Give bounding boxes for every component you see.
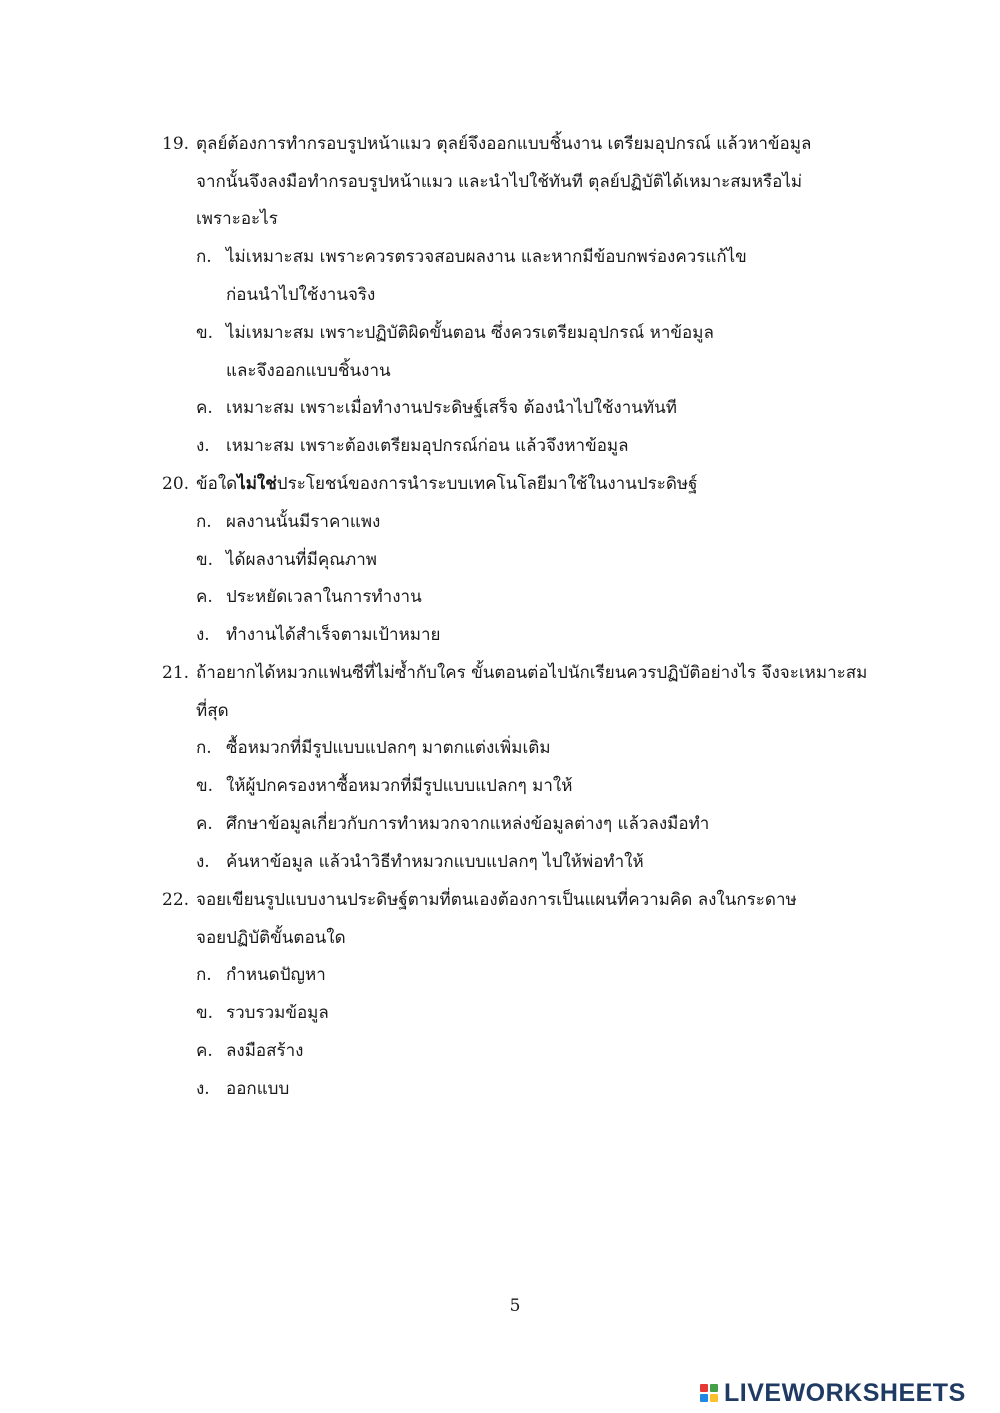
choice-text: ซื้อหมวกที่มีรูปแบบแปลกๆ มาตกแต่งเพิ่มเติม [226, 738, 551, 758]
question-22-choice-d[interactable] [196, 1077, 289, 1101]
choice-label: ง. [196, 625, 210, 645]
logo-square [710, 1384, 718, 1392]
question-21-text-line-2: ที่สุด [196, 701, 229, 721]
question-21-choice-c[interactable] [196, 812, 709, 836]
question-19-choice-b-continued: และจึงออกแบบชิ้นงาน [226, 361, 391, 381]
choice-label: ค. [196, 398, 213, 418]
choice-label: ง. [196, 436, 210, 456]
logo-square [710, 1394, 718, 1402]
choice-text: เหมาะสม เพราะต้องเตรียมอุปกรณ์ก่อน แล้วจึงหาข้อมูล [226, 436, 629, 456]
question-22-choice-c[interactable] [196, 1039, 304, 1063]
page-number: 5 [509, 1296, 521, 1316]
choice-label: ก. [196, 738, 212, 758]
choice-text: ออกแบบ [226, 1079, 290, 1099]
question-19-number: 19. [162, 134, 190, 154]
choice-label: ก. [196, 247, 212, 267]
question-19-text-line-3: เพราะอะไร [196, 209, 278, 229]
choice-text: ผลงานนั้นมีราคาแพง [226, 512, 381, 532]
question-21-choice-a[interactable] [196, 736, 551, 760]
choice-label: ข. [196, 1003, 214, 1023]
question-19-choice-a[interactable] [196, 245, 747, 269]
question-20-number: 20. [162, 474, 190, 494]
choice-text: ประหยัดเวลาในการทำงาน [226, 587, 422, 607]
choice-label: ง. [196, 852, 210, 872]
question-22-text-line-1: จอยเขียนรูปแบบงานประดิษฐ์ตามที่ตนเองต้องการเป็นแผนที่ความคิด ลงในกระดาษ [196, 890, 797, 910]
choice-text: ไม่เหมาะสม เพราะควรตรวจสอบผลงาน และหากมีข้อบกพร่องควรแก้ไข [226, 247, 747, 267]
question-20-choice-c[interactable] [196, 585, 422, 609]
choice-label: ข. [196, 323, 214, 343]
choice-text: รวบรวมข้อมูล [226, 1003, 329, 1023]
liveworksheets-logo [700, 1380, 966, 1406]
question-20-text-emphasis: ไม่ใช่ [237, 474, 277, 494]
question-20-choice-b[interactable] [196, 548, 377, 572]
choice-text: ให้ผู้ปกครองหาซื้อหมวกที่มีรูปแบบแปลกๆ มาให้ [226, 776, 573, 796]
question-19-choice-a-continued: ก่อนนำไปใช้งานจริง [226, 285, 376, 305]
question-22-choice-a[interactable] [196, 963, 326, 987]
question-19-choice-c[interactable] [196, 396, 677, 420]
choice-text: ไม่เหมาะสม เพราะปฏิบัติผิดขั้นตอน ซึ่งควรเตรียมอุปกรณ์ หาข้อมูล [226, 323, 714, 343]
choice-label: ข. [196, 776, 214, 796]
choice-label: ค. [196, 587, 213, 607]
question-19-choice-d[interactable] [196, 434, 629, 458]
choice-label: ก. [196, 965, 212, 985]
question-20-text-suffix: ประโยชน์ของการนำระบบเทคโนโลยีมาใช้ในงานประดิษฐ์ [276, 474, 698, 494]
question-22-choice-b[interactable] [196, 1001, 329, 1025]
choice-text: ค้นหาข้อมูล แล้วนำวิธีทำหมวกแบบแปลกๆ ไปให้พ่อทำให้ [226, 852, 644, 872]
choice-text: ทำงานได้สำเร็จตามเป้าหมาย [226, 625, 441, 645]
question-21-text-line-1: ถ้าอยากได้หมวกแฟนซีที่ไม่ซ้ำกับใคร ขั้นตอนต่อไปนักเรียนควรปฏิบัติอย่างไร จึงจะเหมาะสม [196, 663, 868, 683]
choice-label: ค. [196, 814, 213, 834]
choice-text: ศึกษาข้อมูลเกี่ยวกับการทำหมวกจากแหล่งข้อมูลต่างๆ แล้วลงมือทำ [226, 814, 710, 834]
question-22-text-line-2: จอยปฏิบัติขั้นตอนใด [196, 928, 346, 948]
choice-text: กำหนดปัญหา [226, 965, 326, 985]
logo-square [700, 1394, 708, 1402]
choice-label: ก. [196, 512, 212, 532]
question-19-text-line-1: ตุลย์ต้องการทำกรอบรูปหน้าแมว ตุลย์จึงออกแบบชิ้นงาน เตรียมอุปกรณ์ แล้วหาข้อมูล [196, 134, 812, 154]
choice-text: ลงมือสร้าง [226, 1041, 304, 1061]
logo-square [700, 1384, 708, 1392]
question-20-text [196, 472, 698, 496]
choice-label: ค. [196, 1041, 213, 1061]
logo-squares-icon [700, 1384, 718, 1402]
question-20-choice-a[interactable] [196, 510, 380, 534]
question-19-text-line-2: จากนั้นจึงลงมือทำกรอบรูปหน้าแมว และนำไปใช้ทันที ตุลย์ปฏิบัติได้เหมาะสมหรือไม่ [196, 172, 803, 192]
brand-text: LIVEWORKSHEETS [724, 1378, 966, 1407]
choice-label: ข. [196, 550, 214, 570]
choice-label: ง. [196, 1079, 210, 1099]
question-19-choice-b[interactable] [196, 321, 714, 345]
question-21-choice-d[interactable] [196, 850, 644, 874]
question-21-number: 21. [162, 663, 190, 683]
question-22-number: 22. [162, 890, 190, 910]
choice-text: เหมาะสม เพราะเมื่อทำงานประดิษฐ์เสร็จ ต้องนำไปใช้งานทันที [226, 398, 677, 418]
question-21-choice-b[interactable] [196, 774, 572, 798]
question-20-choice-d[interactable] [196, 623, 441, 647]
choice-text: ได้ผลงานที่มีคุณภาพ [226, 550, 377, 570]
question-20-text-prefix: ข้อใด [196, 474, 238, 494]
